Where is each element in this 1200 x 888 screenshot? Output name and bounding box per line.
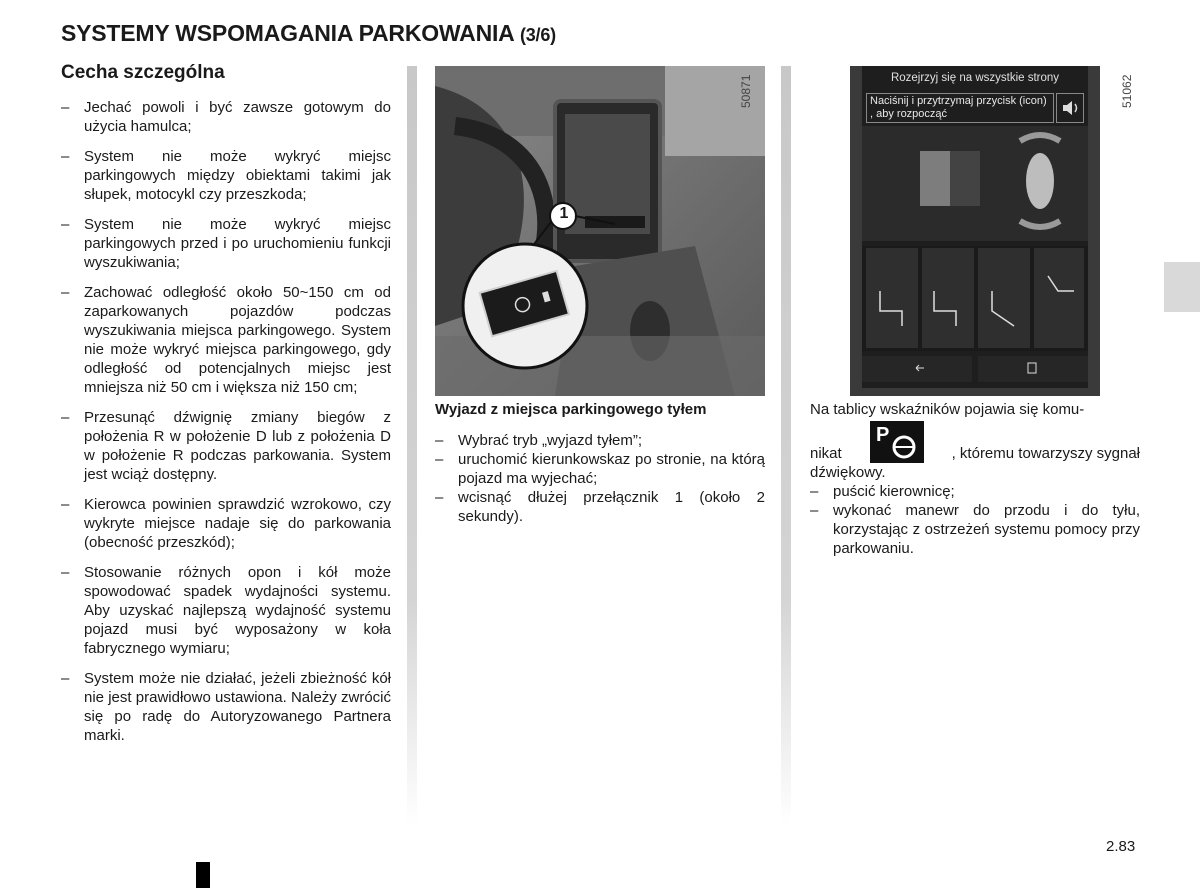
screen-header: Rozejrzyj się na wszystkie strony — [890, 72, 1060, 84]
dash: – — [810, 483, 819, 500]
list-item-text: System nie może wykryć miejsc parkingowych przed i po uruchomieniu funkcji wyszukiwania; — [84, 216, 391, 271]
list-item-text: wcisnąć dłużej przełącznik 1 (około 2 sekundy). — [458, 489, 765, 525]
list-item — [435, 450, 765, 488]
list-item-text: puścić kierownicę; — [833, 483, 955, 500]
list-item — [61, 283, 391, 397]
column-divider-left — [407, 66, 417, 826]
figure-caption: Wyjazd z miejsca parkingowego tyłem — [435, 401, 707, 418]
list-item-text: wykonać manewr do przodu i do tyłu, korzystając z ostrzeżeń systemu pomocy przy parkowaniu. — [833, 502, 1140, 557]
parking-sensor-graphic — [862, 126, 1088, 388]
page-tab-marker — [1164, 262, 1200, 312]
list-item-text: Przesunąć dźwignię zmiany biegów z położenia R w położenie D lub z położenia D w położenie R podczas parkowania. System jest wciąż dostępny. — [84, 409, 391, 483]
list-item — [61, 669, 391, 745]
page-title — [61, 20, 556, 47]
list-item-text: Stosowanie różnych opon i kół może spowodować spadek wydajności systemu. Aby uzyskać najlepszą wydajność systemu pojazd musi być wyposażony w koła fabrycznego wymiaru; — [84, 564, 391, 657]
instruction-list — [810, 482, 1140, 558]
list-item-text: System nie może wykryć miejsc parkingowych między obiektami takimi jak słupek, motocykl czy przeszkoda; — [84, 148, 391, 203]
list-item-text: System może nie działać, jeżeli zbieżność kół nie jest prawidłowo ustawiona. Należy zwrócić się po radę do Autoryzowanego Partnera marki. — [84, 670, 391, 744]
callout-number: 1 — [559, 205, 569, 222]
title-text: SYSTEMY WSPOMAGANIA PARKOWANIA — [61, 20, 514, 46]
paragraph-intro: Na tablicy wskaźników pojawia się komu- — [810, 401, 1085, 418]
column-display-message — [810, 400, 1140, 558]
dash: – — [61, 670, 70, 687]
instruction-list — [435, 431, 765, 526]
svg-text:P: P — [875, 424, 889, 446]
speaker-icon — [1056, 93, 1084, 123]
list-item — [435, 488, 765, 526]
dash: – — [61, 216, 70, 233]
display-figure — [850, 66, 1134, 396]
list-item — [810, 482, 1140, 501]
list-item — [61, 215, 391, 272]
list-item-text: Jechać powoli i być zawsze gotowym do użycia hamulca; — [84, 99, 391, 135]
page-edge-mark — [196, 862, 210, 888]
section-heading: Cecha szczególna — [61, 62, 225, 83]
dash: – — [810, 502, 819, 519]
dashboard-figure — [435, 66, 765, 396]
figure-ref: 50871 — [739, 74, 753, 108]
dash: – — [61, 496, 70, 513]
dash: – — [61, 409, 70, 426]
dash: – — [61, 99, 70, 116]
column-features — [61, 62, 391, 756]
feature-list — [61, 98, 391, 745]
list-item — [435, 431, 765, 450]
list-item — [810, 501, 1140, 558]
dash: – — [435, 489, 444, 506]
dash: – — [61, 564, 70, 581]
figure-ref: 51062 — [1120, 74, 1134, 108]
paragraph-end: dźwiękowy. — [810, 464, 886, 481]
page-number: 2.83 — [1106, 838, 1136, 855]
dash: – — [435, 451, 444, 468]
list-item-text: Kierowca powinien sprawdzić wzrokowo, czy wykryte miejsce nadaje się do parkowania (obecność przeszkód); — [84, 496, 391, 551]
column-reverse-exit — [435, 400, 765, 526]
column-divider-right — [781, 66, 791, 826]
screen-message: Naciśnij i przytrzymaj przycisk (icon) , aby rozpocząć — [866, 93, 1054, 123]
paragraph-line — [810, 421, 1140, 463]
dash: – — [435, 432, 444, 449]
list-item — [61, 408, 391, 484]
list-item-text: Wybrać tryb „wyjazd tyłem”; — [458, 432, 643, 449]
text-prefix: nikat — [810, 445, 842, 462]
list-item-text: Zachować odległość około 50~150 cm od zaparkowanych pojazdów podczas wyszukiwania miejsca parkingowego. System nie może wykryć miejsca parkingowego, gdy odległość od potencjalnych miejsc jest mniejsza niż 50 cm i większa niż 150 cm; — [84, 284, 391, 396]
list-item-text: uruchomić kierunkowskaz po stronie, na którą pojazd ma wyjechać; — [458, 451, 765, 487]
list-item — [61, 147, 391, 204]
park-assist-icon — [870, 421, 924, 463]
list-item — [61, 563, 391, 658]
dash: – — [61, 284, 70, 301]
list-item — [61, 98, 391, 136]
instrument-display — [862, 66, 1088, 388]
dashboard-illustration — [435, 66, 765, 396]
text-suffix: , któremu towarzyszy sygnał — [951, 445, 1140, 462]
dash: – — [61, 148, 70, 165]
title-part: (3/6) — [519, 25, 556, 45]
list-item — [61, 495, 391, 552]
